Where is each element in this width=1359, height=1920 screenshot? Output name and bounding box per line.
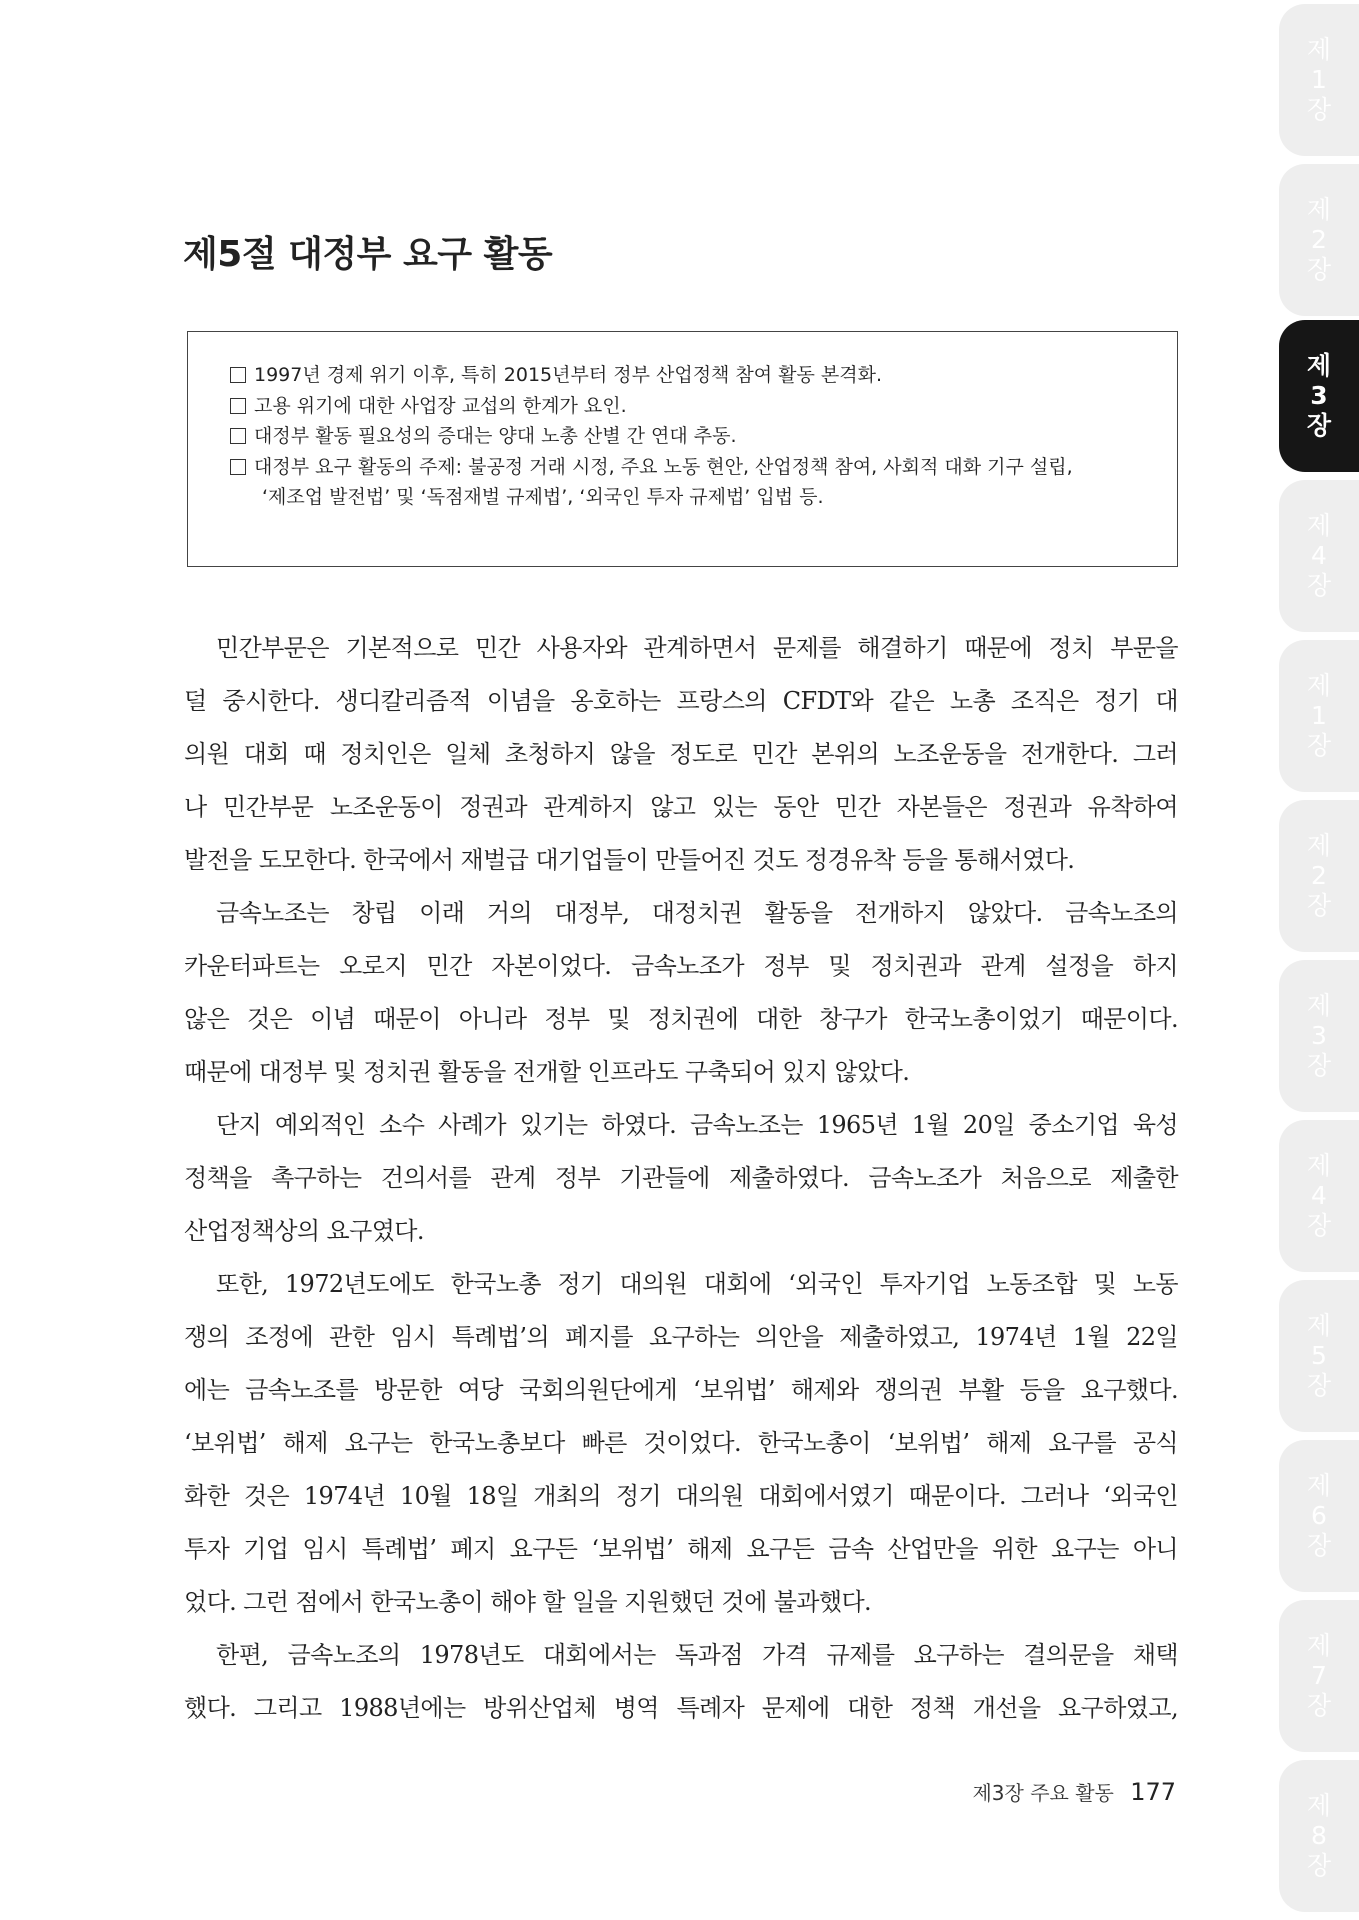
page-footer bbox=[972, 1777, 1176, 1806]
chapter-tab-8[interactable] bbox=[1279, 1760, 1359, 1912]
paragraph-line: 민간부문은 기본적으로 민간 사용자와 관계하면서 문제를 해결하기 때문에 정치 부문을 bbox=[216, 634, 1178, 662]
chapter-tab-text: 제 bbox=[1306, 1631, 1332, 1660]
chapter-tab-text: 장 bbox=[1306, 891, 1332, 920]
paragraph-line: 었다. 그런 점에서 한국노총이 해야 할 일을 지원했던 것에 불과했다. bbox=[184, 1588, 872, 1616]
summary-item-text: 대정부 요구 활동의 주제: 불공정 거래 시정, 주요 노동 현안, 산업정책 참여, 사회적 대화 기구 설립, bbox=[254, 455, 1073, 478]
paragraph-line: 화한 것은 1974년 10월 18일 개최의 정기 대의원 대회에서였기 때문이다. 그러나 ‘외국인 bbox=[184, 1482, 1178, 1510]
chapter-tab-text: 제 bbox=[1306, 1151, 1332, 1180]
chapter-tab-1-part2[interactable] bbox=[1279, 640, 1359, 792]
chapter-tab-text: 제 bbox=[1306, 195, 1332, 224]
chapter-tabs bbox=[1279, 0, 1359, 1920]
chapter-tab-text: 장 bbox=[1306, 411, 1332, 440]
chapter-tab-text: 4 bbox=[1311, 1181, 1327, 1210]
body-text bbox=[184, 622, 1178, 1735]
paragraph-line: 단지 예외적인 소수 사례가 있기는 하였다. 금속노조는 1965년 1월 20일 중소기업 육성 bbox=[216, 1111, 1178, 1139]
paragraph-line: 발전을 도모한다. 한국에서 재벌급 대기업들이 만들어진 것도 정경유착 등을 통해서였다. bbox=[184, 846, 1075, 874]
checkbox-square-icon bbox=[230, 459, 246, 475]
chapter-tab-text: 장 bbox=[1306, 1691, 1332, 1720]
chapter-tab-3-part2[interactable] bbox=[1279, 960, 1359, 1112]
summary-item bbox=[230, 421, 1139, 452]
paragraph-line: 투자 기업 임시 특례법’ 폐지 요구든 ‘보위법’ 해제 요구든 금속 산업만을 위한 요구는 아니 bbox=[184, 1535, 1178, 1563]
chapter-tab-text: 3 bbox=[1310, 381, 1328, 410]
chapter-tab-text: 8 bbox=[1311, 1821, 1327, 1850]
chapter-tab-text: 5 bbox=[1311, 1341, 1327, 1370]
paragraph-line: 쟁의 조정에 관한 임시 특례법’의 폐지를 요구하는 의안을 제출하였고, 1974년 1월 22일 bbox=[184, 1323, 1178, 1351]
summary-item-text: 대정부 활동 필요성의 증대는 양대 노총 산별 간 연대 추동. bbox=[254, 425, 737, 447]
footer-chapter-label: 제3장 주요 활동 bbox=[972, 1781, 1114, 1805]
chapter-tab-7[interactable] bbox=[1279, 1600, 1359, 1752]
paragraph-line: 덜 중시한다. 생디칼리즘적 이념을 옹호하는 프랑스의 CFDT와 같은 노총 조직은 정기 대 bbox=[184, 687, 1178, 715]
chapter-tab-text: 제 bbox=[1306, 511, 1332, 540]
chapter-tab-text: 3 bbox=[1311, 1021, 1327, 1050]
chapter-tab-text: 장 bbox=[1306, 1211, 1332, 1240]
chapter-tab-text: 장 bbox=[1306, 95, 1332, 124]
chapter-tab-text: 장 bbox=[1306, 1531, 1332, 1560]
paragraph-line: 않은 것은 이념 때문이 아니라 정부 및 정치권에 대한 창구가 한국노총이었기 때문이다. bbox=[184, 1005, 1178, 1033]
chapter-tab-text: 제 bbox=[1306, 35, 1332, 64]
chapter-tab-text: 제 bbox=[1306, 991, 1332, 1020]
chapter-tab-text: 6 bbox=[1311, 1501, 1327, 1530]
chapter-tab-5[interactable] bbox=[1279, 1280, 1359, 1432]
chapter-tab-text: 장 bbox=[1306, 731, 1332, 760]
chapter-tab-text: 장 bbox=[1306, 255, 1332, 284]
chapter-tab-text: 장 bbox=[1306, 571, 1332, 600]
page-number: 177 bbox=[1130, 1778, 1176, 1806]
chapter-tab-text: 2 bbox=[1311, 225, 1327, 254]
chapter-tab-3-active[interactable] bbox=[1279, 320, 1359, 472]
chapter-tab-text: 장 bbox=[1306, 1851, 1332, 1880]
summary-item-text: 고용 위기에 대한 사업장 교섭의 한계가 요인. bbox=[254, 394, 627, 417]
summary-item bbox=[230, 452, 1139, 483]
chapter-tab-4-part2[interactable] bbox=[1279, 1120, 1359, 1272]
paragraph-line: 또한, 1972년도에도 한국노총 정기 대의원 대회에 ‘외국인 투자기업 노동조합 및 노동 bbox=[216, 1270, 1178, 1298]
summary-item bbox=[230, 360, 1139, 391]
paragraph-line: 때문에 대정부 및 정치권 활동을 전개할 인프라도 구축되어 있지 않았다. bbox=[184, 1058, 910, 1086]
chapter-tab-2-part2[interactable] bbox=[1279, 800, 1359, 952]
paragraph-line: 정책을 촉구하는 건의서를 관계 정부 기관들에 제출하였다. 금속노조가 처음으로 제출한 bbox=[184, 1164, 1178, 1192]
page-title: 제5절 대정부 요구 활동 bbox=[183, 234, 553, 275]
chapter-tab-4[interactable] bbox=[1279, 480, 1359, 632]
chapter-tab-text: 제 bbox=[1306, 671, 1332, 700]
paragraph-line: 금속노조는 창립 이래 거의 대정부, 대정치권 활동을 전개하지 않았다. 금속노조의 bbox=[216, 899, 1178, 927]
checkbox-square-icon bbox=[230, 428, 246, 444]
paragraph-line: 나 민간부문 노조운동이 정권과 관계하지 않고 있는 동안 민간 자본들은 정권과 유착하여 bbox=[184, 793, 1178, 821]
checkbox-square-icon bbox=[230, 398, 246, 414]
summary-box bbox=[187, 331, 1178, 567]
paragraph-line: 했다. 그리고 1988년에는 방위산업체 병역 특례자 문제에 대한 정책 개선을 요구하였고, bbox=[184, 1694, 1178, 1722]
chapter-tab-text: 1 bbox=[1311, 65, 1327, 94]
summary-item-continuation: ‘제조업 발전법’ 및 ‘독점재벌 규제법’, ‘외국인 투자 규제법’ 입법 등. bbox=[262, 486, 824, 508]
chapter-tab-text: 장 bbox=[1306, 1051, 1332, 1080]
chapter-tab-text: 제 bbox=[1306, 351, 1332, 380]
chapter-tab-2[interactable] bbox=[1279, 164, 1359, 316]
chapter-tab-text: 제 bbox=[1306, 1471, 1332, 1500]
chapter-tab-text: 장 bbox=[1306, 1371, 1332, 1400]
chapter-tab-text: 제 bbox=[1306, 1311, 1332, 1340]
paragraph-line: 산업정책상의 요구였다. bbox=[184, 1217, 424, 1245]
paragraph-line: ‘보위법’ 해제 요구는 한국노총보다 빠른 것이었다. 한국노총이 ‘보위법’ 해제 요구를 공식 bbox=[184, 1429, 1178, 1457]
paragraph-line: 에는 금속노조를 방문한 여당 국회의원단에게 ‘보위법’ 해제와 쟁의권 부활 등을 요구했다. bbox=[184, 1376, 1178, 1404]
chapter-tab-1[interactable] bbox=[1279, 4, 1359, 156]
chapter-tab-text: 1 bbox=[1311, 701, 1327, 730]
summary-item bbox=[230, 391, 1139, 422]
chapter-tab-text: 제 bbox=[1306, 1791, 1332, 1820]
chapter-tab-text: 2 bbox=[1311, 861, 1327, 890]
chapter-tab-text: 4 bbox=[1311, 541, 1327, 570]
paragraph-line: 의원 대회 때 정치인은 일체 초청하지 않을 정도로 민간 본위의 노조운동을 전개한다. 그러 bbox=[184, 740, 1178, 768]
chapter-tab-6[interactable] bbox=[1279, 1440, 1359, 1592]
paragraph-line: 한편, 금속노조의 1978년도 대회에서는 독과점 가격 규제를 요구하는 결의문을 채택 bbox=[216, 1641, 1178, 1669]
chapter-tab-text: 7 bbox=[1311, 1661, 1327, 1690]
chapter-tab-text: 제 bbox=[1306, 831, 1332, 860]
summary-item-text: 1997년 경제 위기 이후, 특히 2015년부터 정부 산업정책 참여 활동 본격화. bbox=[254, 364, 883, 386]
paragraph-line: 카운터파트는 오로지 민간 자본이었다. 금속노조가 정부 및 정치권과 관계 설정을 하지 bbox=[184, 952, 1178, 980]
checkbox-square-icon bbox=[230, 367, 246, 383]
